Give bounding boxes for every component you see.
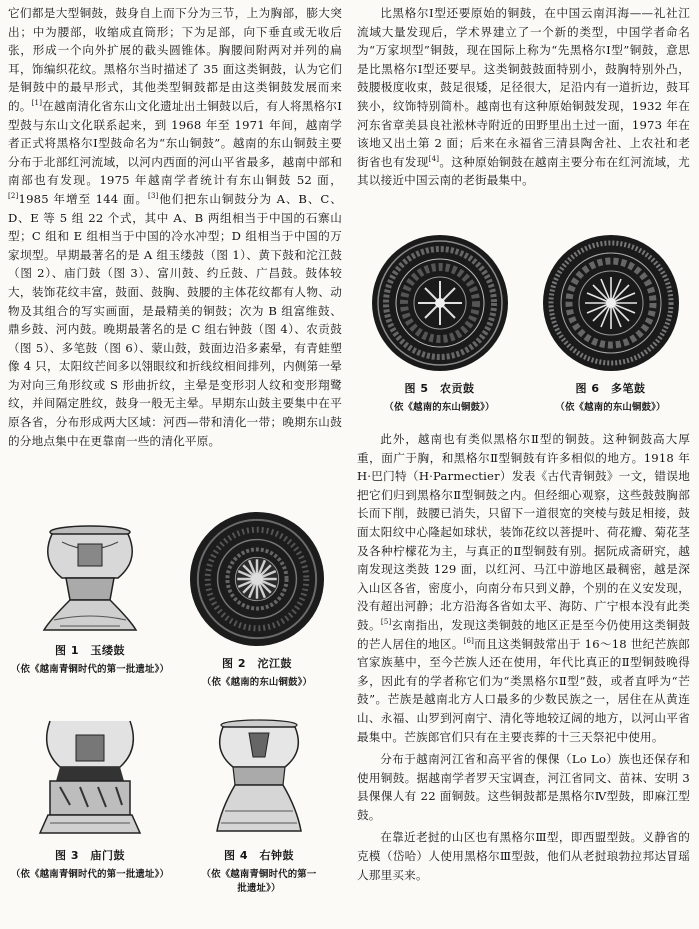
drum-face-image <box>188 510 326 648</box>
paragraph: 此外，越南也有类似黑格尔Ⅱ型的铜鼓。这种铜鼓高大厚重，面广于胸，和黑格尔Ⅱ型铜鼓有许多相似的地方。1918 年 H·巴门特（H·Parmectier）发表《古代青铜鼓》一文，错误地把它们归到黑格尔Ⅱ型铜鼓之内。但经细心观察，这些鼓鼓胸部长而下削，鼓腰已消失，只留下一道很宽的突棱与鼓足相接，鼓面太阳纹中心隆起如球状，装饰花纹以菩提叶、荷花瓣、菊花茎及各种柠檬花为主，与真正的Ⅱ型铜鼓有别。据阮成斋研究，越南发现这类鼓 129 面，以红河、马江中游地区最稠密，越是深入山区各省，密度小，向南分布只到义静，个别的在义安发现，没有超出河静；北方沿海各省如太平、海防、广宁根本没有此类鼓。[5]玄南指出，发现这类铜鼓的地区正是至今仍使用这类铜鼓的芒人居住的地区。[6]而且这类铜鼓常出于 16～18 世纪芒族郎官家族墓中，至今芒族人还在使用，年代比真正的Ⅱ型铜鼓晚得多，因此有的学者称它们为“类黑格尔Ⅱ型”鼓，或者直呼为“芒鼓”。芒族是越南北方人口最多的少数民族之一，居住在从黄连山、永福、山罗到河南宁、清化等地较辽阔的地方，以河山平省最集中。芒族郎官们只有在主要丧葬的十三天祭祀中使用。 <box>357 432 690 744</box>
figure-source: （依《越南青铜时代的第一 批遗址》） <box>201 869 317 894</box>
drum-face-image <box>370 233 510 373</box>
drum-side-image <box>30 520 150 635</box>
figure-caption: 图 6 多笔鼓 <box>575 382 646 395</box>
figure-source: （依《越南的东山铜鼓》） <box>201 677 313 688</box>
figure-source: （依《越南青铜时代的第一批遗址》） <box>10 664 170 675</box>
figure-3 <box>10 715 170 880</box>
drum-face-image <box>541 233 681 373</box>
drum-side-image <box>199 715 319 840</box>
figure-caption: 图 3 庙门鼓 <box>55 849 125 862</box>
right-text-column-top <box>357 4 690 190</box>
paragraph: 在靠近老挝的山区也有黑格尔Ⅲ型，即西盟型鼓。义静省的克模（岱哈）人使用黑格尔Ⅲ型鼓，他们从老挝琅勃拉邦达冒瑶人那里买来。 <box>357 830 690 882</box>
paragraph: 它们都是大型铜鼓，鼓身自上而下分为三节，上为胸部，膨大突出；中为腰部，收缩成直筒形；下为足部，向下垂直或无收后张，形成一个向外扩展的截头圆锥体。胸腰间附两对并列的扁耳，饰编织花纹。黑格尔当时描述了 35 面这类铜鼓，认为它们是铜鼓中的最早形式，其他类型铜鼓都是由这类铜鼓发展而来的。[1]在越南清化省东山文化遗址出土铜鼓以后，有人将黑格尔Ⅰ型鼓与东山文化联系起来，到 1968 年至 1971 年间，越南学者正式将黑格尔Ⅰ型鼓命名为“东山铜鼓”。越南的东山铜鼓主要分布于北部红河流域，以河内西面的河山平省最多，越南中部和南部也有发现。1975 年越南学者统计有东山铜鼓 52 面，[2]1985 年增至 144 面。[3]他们把东山铜鼓分为 A、B、C、D、E 等 5 组 22 个式，其中 A、B 两组相当于中国的石寨山型；C 组和 E 组相当于中国的冷水冲型；D 组相当于中国的万家坝型。早期最著名的是 A 组玉缕鼓（图 1）、黄下鼓和沱江鼓（图 2）、庙门鼓（图 3）、富川鼓、约丘鼓、广昌鼓。鼓体较大，装饰花纹丰富，鼓面、鼓胸、鼓腰的主体花纹都有人物、动物及其组合的写实画面，是最精美的铜鼓；次为 B 组富维鼓、鼎乡鼓、河内鼓。晚期最著名的是 C 组右钟鼓（图 4）、农贡鼓（图 5）、多笔鼓（图 6）、蒙山鼓，鼓面边沿多素晕，有青蛙塑像 4 只，太阳纹芒间多以翎眼纹和折线纹相间排列，内侧第一晕为对向三角形纹或 S 形曲折纹，主晕是变形羽人纹和变形翔鹭纹，并间隔定胜纹，鼓身一般无主晕。早期东山鼓主要集中在平原各省，分布形成两大区域：河西—带和清化一带；晚期东山鼓的分地点集中在更靠南一些的清化平原。 <box>8 6 342 448</box>
figure-caption: 图 2 沱江鼓 <box>222 657 292 670</box>
figure-source: （依《越南青铜时代的第一批遗址》） <box>10 869 170 880</box>
figure-source: （依《越南的东山铜鼓》） <box>555 402 666 413</box>
left-text-column <box>8 4 342 450</box>
figure-2 <box>172 510 342 688</box>
figure-caption: 图 4 右钟鼓 <box>224 849 294 862</box>
paragraph: 分布于越南河江省和高平省的倮倮（Lo Lo）族也还保存和使用铜鼓。据越南学者罗天宝调查，河江省同文、苗袜、安明 3 县倮倮人有 22 面铜鼓。这些铜鼓都是黑格尔Ⅳ型鼓，即麻江型鼓。 <box>357 752 690 822</box>
figure-1 <box>10 520 170 675</box>
figure-5 <box>357 233 522 413</box>
drum-side-image <box>30 715 150 840</box>
right-text-column-bottom <box>357 430 690 884</box>
figure-4 <box>178 715 340 894</box>
figure-caption: 图 1 玉缕鼓 <box>55 644 125 657</box>
figure-6 <box>528 233 693 413</box>
paragraph: 比黑格尔Ⅰ型还要原始的铜鼓，在中国云南洱海——礼社江流域大量发现后，学术界建立了一个新的类型，中国学者命名为“万家坝型”铜鼓，现在国际上称为“先黑格尔Ⅰ型”铜鼓，意思是比黑格尔Ⅰ型还要早。这类铜鼓鼓面特别小，鼓胸特别外凸，鼓腰极度收束，鼓足很矮，足径很大，足沿内有一道折边，鼓耳狭小，纹饰特别简朴。越南也有这种原始铜鼓发现，1932 年在河东省章美县良社淞林寺附近的田野里出土过一面，1973 年在该地又出土第 2 面；后来在永福省三清县陶舍社、上农社和老街省也有发现[4]。这种原始铜鼓在越南主要分布在红河流域，尤其以接近中国云南的老街最集中。 <box>357 6 691 188</box>
figure-source: （依《越南的东山铜鼓》） <box>384 402 495 413</box>
figure-caption: 图 5 农贡鼓 <box>404 382 475 395</box>
